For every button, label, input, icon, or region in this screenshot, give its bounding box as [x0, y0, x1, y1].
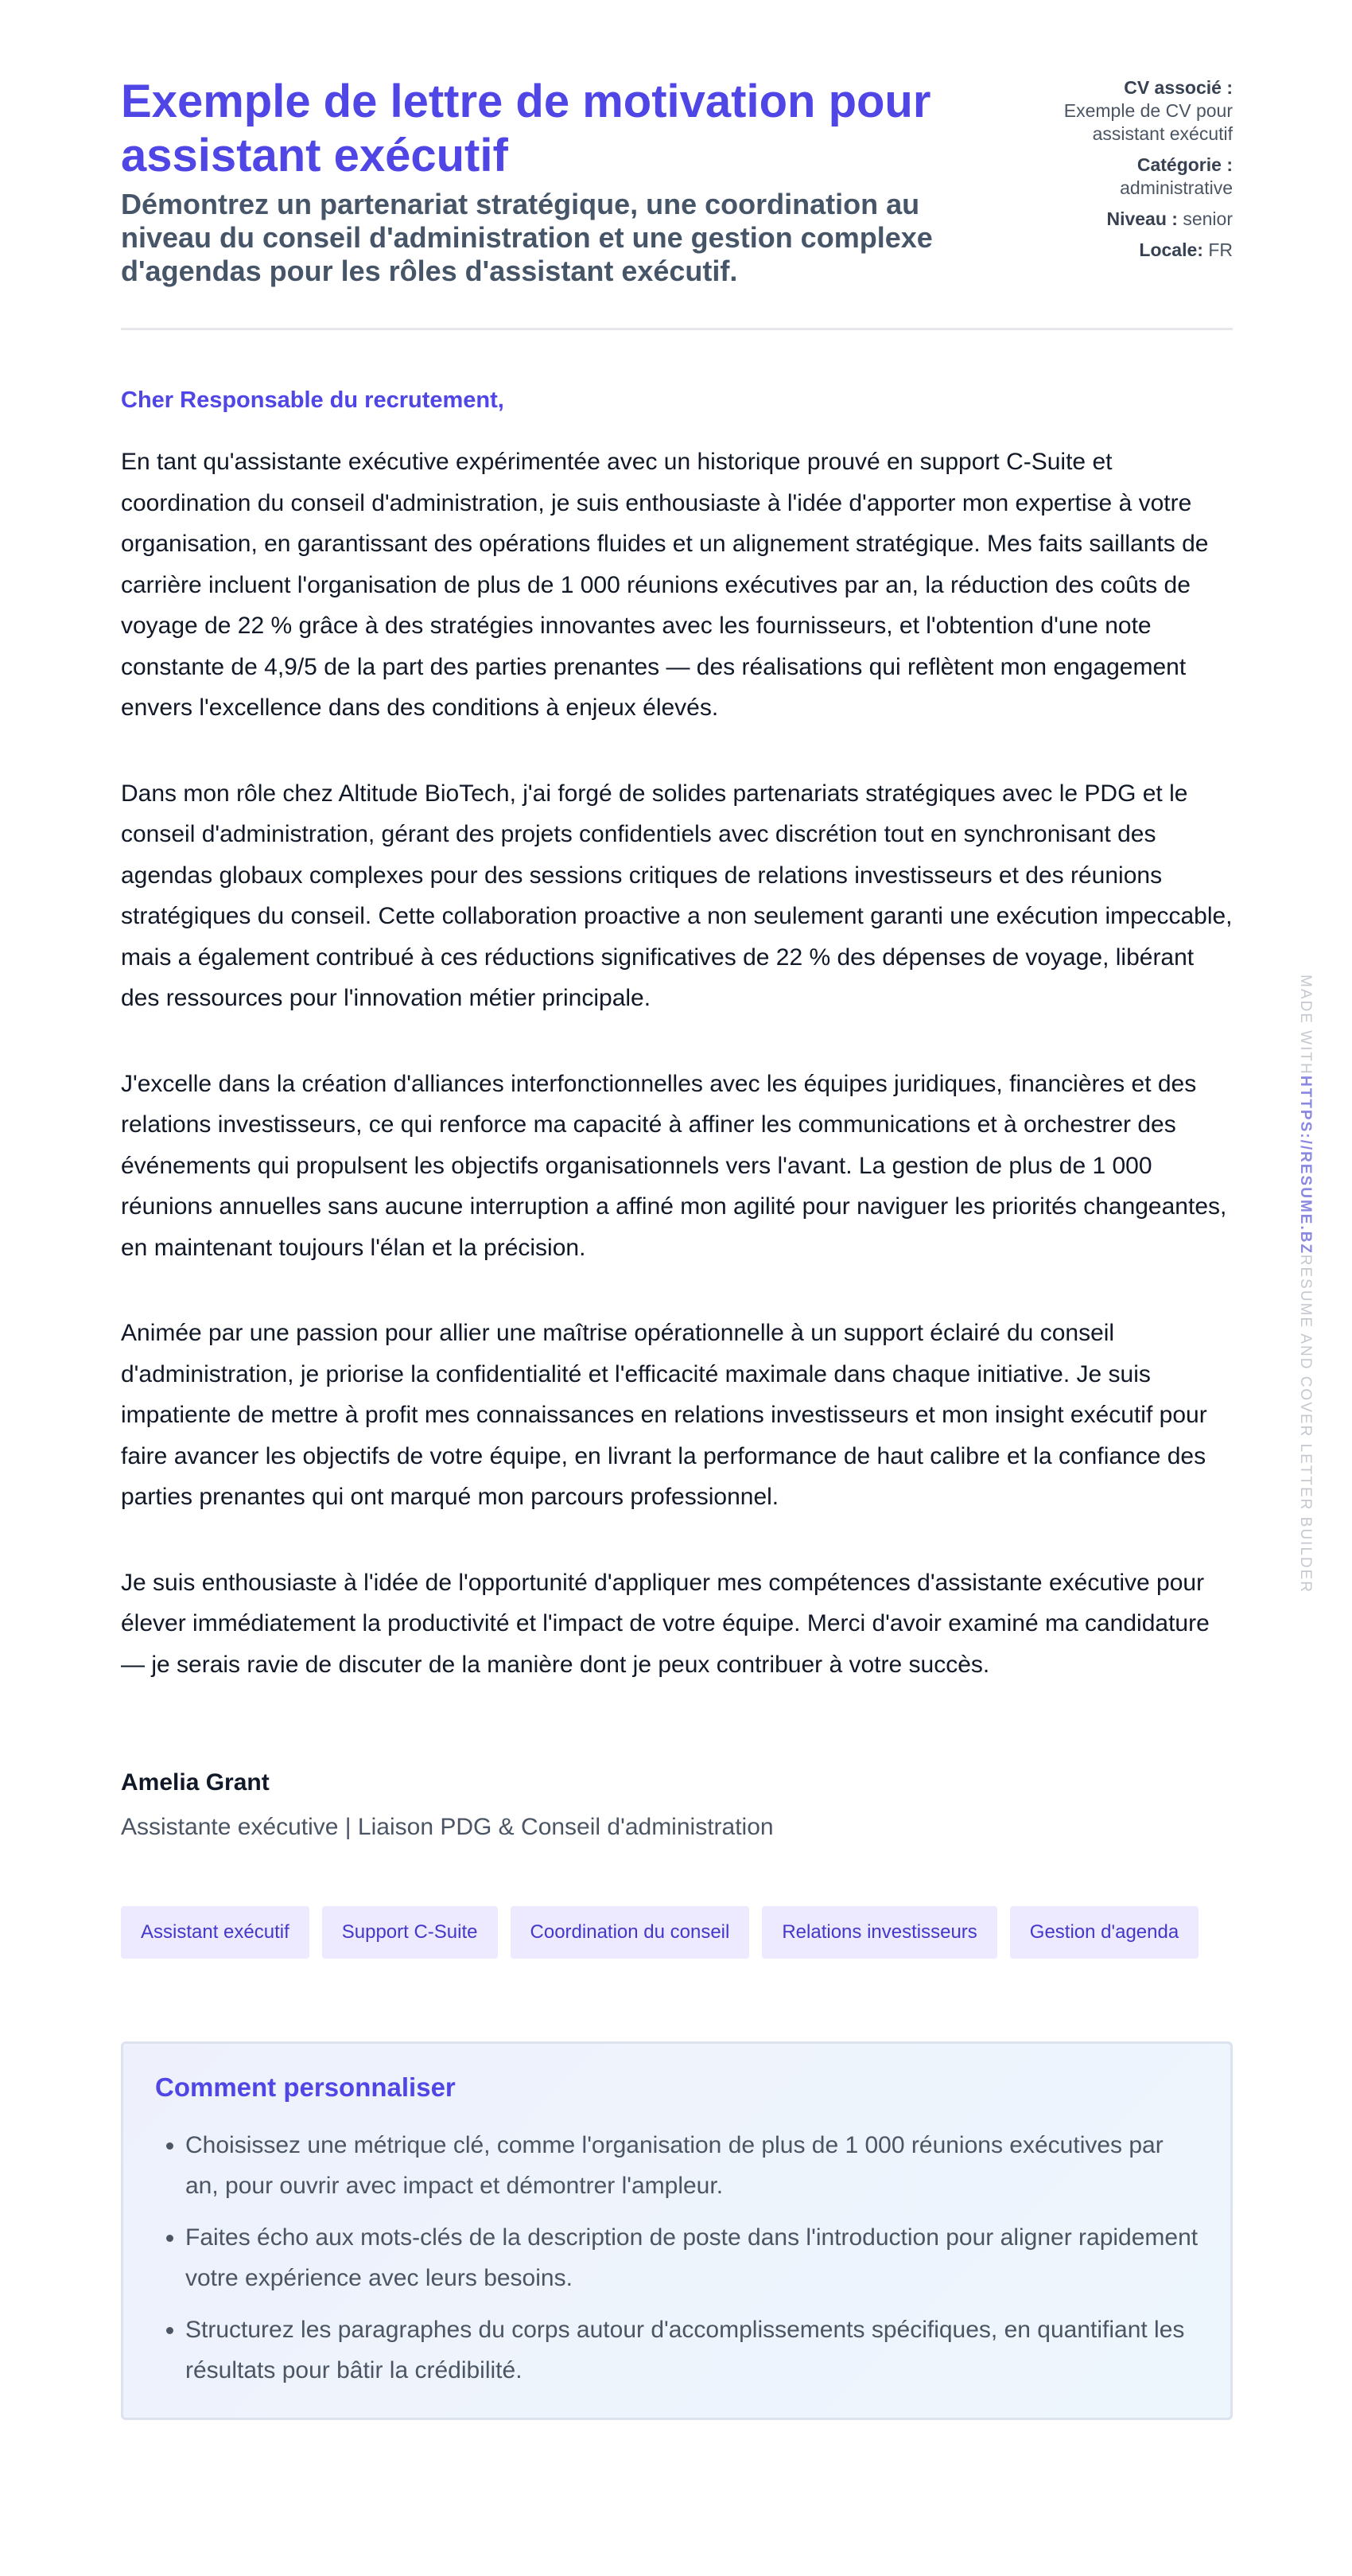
letter-paragraph-4: Animée par une passion pour allier une maîtrise opérationnelle à un support éclairé du conseil d'administration, je priorise la confidentialité et l'efficacité maximale dans chaque initiative. Je suis impatiente de mettre à profit mes connaissances en relations investisseurs et mon insight exécutif pour faire avancer les objectifs de votre équipe, en livrant la performance de haut calibre et la confiance des parties prenantes qui ont marqué mon parcours professionnel. — [121, 1320, 1207, 1510]
meta-level-label: Niveau : — [1106, 208, 1178, 229]
credit-suffix: RESUME AND COVER LETTER BUILDER — [1297, 1254, 1314, 1594]
meta-level-value: senior — [1183, 208, 1233, 229]
page-subtitle: Démontrez un partenariat stratégique, une coordination au niveau du conseil d'administration et une gestion complexe d'agendas pour les rôles d'assistant exécutif. — [121, 188, 933, 287]
meta-category-value: administrative — [1120, 177, 1233, 198]
page-title: Exemple de lettre de motivation pour assistant exécutif — [121, 76, 931, 181]
tag-assistant-executif: Assistant exécutif — [121, 1906, 309, 1959]
customization-tips — [121, 2041, 1233, 2420]
made-with-credit — [1296, 975, 1314, 1593]
cover-letter-page — [121, 75, 1233, 2420]
page-header — [121, 75, 1233, 330]
letter-paragraph-1: En tant qu'assistante exécutive expérimentée avec un historique prouvé en support C-Suite et coordination du conseil d'administration, je suis enthousiaste à l'idée d'apporter mon expertise à votre organisation, en garantissant des opérations fluides et un alignement stratégique. Mes faits saillants de carrière incluent l'organisation de plus de 1 000 réunions exécutives par an, la réduction des coûts de voyage de 22 % grâce à des stratégies innovantes avec les fournisseurs, et l'obtention d'une note constante de 4,9/5 de la part des parties prenantes — des réalisations qui reflètent mon engagement envers l'excellence dans des conditions à enjeux élevés. — [121, 449, 1209, 721]
tips-title: Comment personnaliser — [155, 2072, 456, 2102]
meta-panel — [1058, 76, 1233, 270]
signature-name: Amelia Grant — [121, 1769, 270, 1796]
meta-category — [1058, 154, 1233, 200]
tip-item: • Choisissez une métrique clé, comme l'organisation de plus de 1 000 réunions exécutives par an, pour ouvrir avec impact et démontrer l'ampleur. — [185, 2125, 1199, 2206]
tip-item: • Structurez les paragraphes du corps autour d'accomplissements spécifiques, en quantifiant les résultats pour bâtir la crédibilité. — [185, 2309, 1199, 2391]
letter-paragraph-3: J'excelle dans la création d'alliances interfonctionnelles avec les équipes juridiques, financières et des relations investisseurs, ce qui renforce ma capacité à affiner les communications et à orchestrer des événements qui propulsent les objectifs organisationnels vers l'avant. La gestion de plus de 1 000 réunions annuelles sans aucune interruption a affiné mon agilité pour naviguer les priorités changeantes, en maintenant toujours l'élan et la précision. — [121, 1070, 1227, 1261]
letter-paragraph-5: Je suis enthousiaste à l'idée de l'opportunité d'appliquer mes compétences d'assistante exécutive pour élever immédiatement la productivité et l'impact de votre équipe. Merci d'avoir examiné ma candidature — je serais ravie de discuter de la manière dont je peux contribuer à votre succès. — [121, 1569, 1210, 1678]
tag-support-c-suite: Support C-Suite — [322, 1906, 498, 1959]
keyword-tags — [121, 1906, 1233, 1959]
credit-prefix: MADE WITH — [1297, 975, 1314, 1076]
letter-salutation: Cher Responsable du recrutement, — [121, 387, 504, 413]
tag-coordination-conseil: Coordination du conseil — [511, 1906, 750, 1959]
tip-item: • Faites écho aux mots-clés de la description de poste dans l'introduction pour aligner rapidement votre expérience avec leurs besoins. — [185, 2217, 1199, 2298]
letter-body — [121, 442, 1233, 1685]
tips-list — [155, 2125, 1199, 2391]
meta-level — [1058, 208, 1233, 231]
tag-relations-investisseurs: Relations investisseurs — [762, 1906, 997, 1959]
meta-cv-label: CV associé : — [1124, 77, 1233, 98]
meta-category-label: Catégorie : — [1136, 154, 1233, 175]
credit-link[interactable]: HTTPS://RESUME.BZ — [1297, 1075, 1314, 1255]
tag-gestion-agenda: Gestion d'agenda — [1010, 1906, 1199, 1959]
meta-locale-label: Locale: — [1139, 239, 1203, 260]
meta-locale — [1058, 239, 1233, 262]
meta-locale-value: FR — [1208, 239, 1233, 260]
meta-cv — [1058, 76, 1233, 146]
signature-role: Assistante exécutive | Liaison PDG & Conseil d'administration — [121, 1814, 774, 1840]
meta-cv-link[interactable]: Exemple de CV pour assistant exécutif — [1063, 100, 1233, 144]
letter-paragraph-2: Dans mon rôle chez Altitude BioTech, j'ai forgé de solides partenariats stratégiques avec le PDG et le conseil d'administration, gérant des projets confidentiels avec discrétion tout en synchronisant des agendas globaux complexes pour des sessions critiques de relations investisseurs et des réunions stratégiques du conseil. Cette collaboration proactive a non seulement garanti une exécution impeccable, mais a également contribué à ces réductions significatives de 22 % des dépenses de voyage, libérant des ressources pour l'innovation métier principale. — [121, 780, 1233, 1011]
header-titles — [121, 75, 996, 288]
